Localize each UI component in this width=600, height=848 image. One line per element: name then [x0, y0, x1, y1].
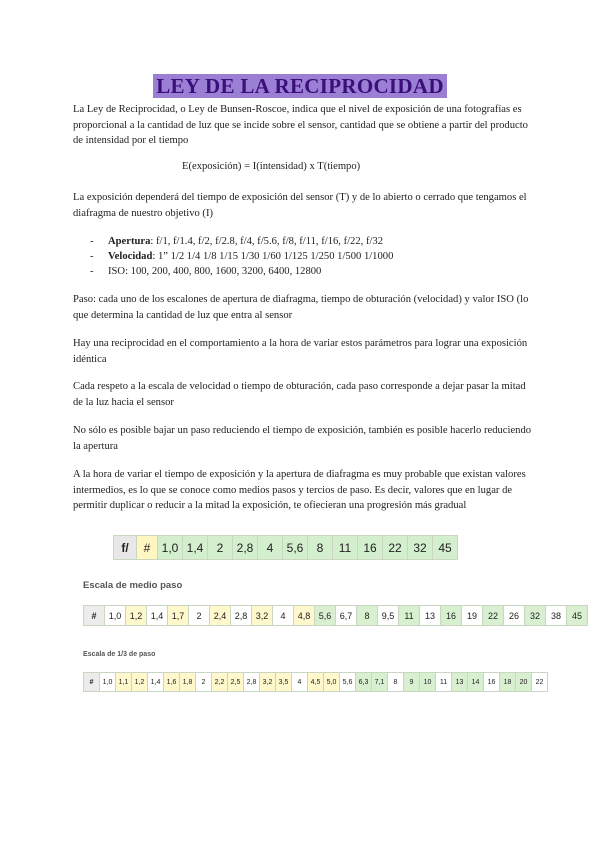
exposure-paragraph: La exposición dependerá del tiempo de exposición del sensor (T) y de lo abierto o cerrado que tengamos el diafragma de nuestro objetivo (I) [73, 192, 527, 219]
list-value: : f/1, f/1.4, f/2, f/2.8, f/4, f/5.6, f/8, f/11, f/16, f/22, f/32 [150, 236, 384, 247]
table-cell: 5,6 [315, 606, 336, 626]
table-cell: # [84, 673, 100, 692]
table-cell: 9,5 [378, 606, 399, 626]
table-cell: 11 [399, 606, 420, 626]
no-solo-paragraph: No sólo es posible bajar un paso reduciendo el tiempo de exposición, también es posible hacerlo reduciendo la apertura [73, 425, 532, 452]
list-value: : 1” 1/2 1/4 1/8 1/15 1/30 1/60 1/125 1/250 1/500 1/1000 [152, 251, 394, 262]
table-cell: 20 [516, 673, 532, 692]
list-label: Apertura [108, 236, 151, 247]
third-step-label: Escala de 1/3 de paso [83, 651, 156, 658]
table-cell: 2,4 [210, 606, 231, 626]
table-cell: 1,0 [105, 606, 126, 626]
table-cell: 2,8 [244, 673, 260, 692]
table-cell: 8 [308, 536, 333, 560]
list-item-iso [73, 264, 393, 279]
table-cell: 7,1 [372, 673, 388, 692]
table-cell: 4,5 [308, 673, 324, 692]
table-cell: 11 [436, 673, 452, 692]
table-cell: 5,6 [283, 536, 308, 560]
list-dash: - [90, 266, 94, 277]
list-dash: - [90, 251, 94, 262]
table-cell: 2,8 [231, 606, 252, 626]
full-stop-table [113, 535, 458, 560]
table-cell: 8 [388, 673, 404, 692]
table-cell: 10 [420, 673, 436, 692]
table-cell: 2,2 [212, 673, 228, 692]
table-cell: 5,6 [340, 673, 356, 692]
table-cell: 16 [441, 606, 462, 626]
table-cell: 1,1 [116, 673, 132, 692]
table-cell: 2 [189, 606, 210, 626]
table-cell: # [84, 606, 105, 626]
table-cell: 1,4 [148, 673, 164, 692]
table-cell: 32 [525, 606, 546, 626]
table-cell: 4 [258, 536, 283, 560]
table-cell: 14 [468, 673, 484, 692]
table-cell: 16 [358, 536, 383, 560]
table-cell: 1,6 [164, 673, 180, 692]
table-cell: 13 [420, 606, 441, 626]
title-wrapper [0, 74, 600, 98]
table-cell: 38 [546, 606, 567, 626]
table-cell: 2,5 [228, 673, 244, 692]
list-item-velocidad [73, 249, 393, 264]
table-cell: 22 [383, 536, 408, 560]
table-cell: 1,8 [180, 673, 196, 692]
list-value: ISO: 100, 200, 400, 800, 1600, 3200, 6400, 12800 [108, 266, 322, 277]
table-cell: 22 [483, 606, 504, 626]
table-cell: 1,7 [168, 606, 189, 626]
half-step-table [83, 605, 588, 626]
paso-paragraph: Paso: cada uno de los escalones de apertura de diafragma, tiempo de obturación (velocidad) y valor ISO (lo que determina la cantidad de luz que entra al sensor [73, 294, 529, 321]
table-cell: 1,0 [100, 673, 116, 692]
table-cell: 9 [404, 673, 420, 692]
table-cell: 6,7 [336, 606, 357, 626]
list-item-apertura [73, 234, 393, 249]
table-cell: 1,4 [183, 536, 208, 560]
table-cell: 1,2 [126, 606, 147, 626]
table-cell: 45 [567, 606, 588, 626]
table-cell: f/ [114, 536, 137, 560]
table-cell: 1,4 [147, 606, 168, 626]
table-cell: 4 [292, 673, 308, 692]
table-cell: 1,2 [132, 673, 148, 692]
list-label: Velocidad [108, 251, 153, 262]
intro-paragraph: La Ley de Reciprocidad, o Ley de Bunsen-Roscoe, indica que el nivel de exposición de una fotografías es proporcional a la cantidad de luz que se incide sobre el sensor, cantidad que se obtiene a partir del producto de intensidad por el tiempo [73, 104, 528, 146]
table-cell: 26 [504, 606, 525, 626]
table-cell: 6,3 [356, 673, 372, 692]
half-step-label: Escala de medio paso [83, 580, 183, 591]
table-cell: 1,0 [158, 536, 183, 560]
page-title: LEY DE LA RECIPROCIDAD [153, 74, 447, 98]
table-cell: 19 [462, 606, 483, 626]
third-step-table [83, 672, 548, 692]
formula: E(exposición) = I(intensidad) x T(tiempo) [182, 161, 361, 172]
list-dash: - [90, 236, 94, 247]
table-cell: 4,8 [294, 606, 315, 626]
table-cell: 3,5 [276, 673, 292, 692]
table-cell: 32 [408, 536, 433, 560]
parameter-list [73, 234, 393, 279]
cada-respeto-paragraph: Cada respeto a la escala de velocidad o tiempo de obturación, cada paso corresponde a dejar pasar la mitad de la luz hacia el sensor [73, 381, 526, 408]
table-cell: 18 [500, 673, 516, 692]
table-cell: 3,2 [260, 673, 276, 692]
table-cell: 4 [273, 606, 294, 626]
table-cell: 2 [208, 536, 233, 560]
intermedios-paragraph: A la hora de variar el tiempo de exposición y la apertura de diafragma es muy probable que existan valores intermedios, es lo que se conoce como medios pasos y tercios de paso. Es decir, valores que en lugar de permitir duplicar o reducir a la mitad la exposición, te ofiecieran una progresión más gradual [73, 469, 526, 511]
table-cell: 8 [357, 606, 378, 626]
reciprocidad-paragraph: Hay una reciprocidad en el comportamiento a la hora de variar estos parámetros para lograr una exposición idéntica [73, 338, 528, 365]
table-cell: 2 [196, 673, 212, 692]
table-cell: 2,8 [233, 536, 258, 560]
table-cell: 3,2 [252, 606, 273, 626]
table-cell: 11 [333, 536, 358, 560]
table-cell: 5,0 [324, 673, 340, 692]
table-cell: 22 [532, 673, 548, 692]
table-cell: 45 [433, 536, 458, 560]
table-cell: 13 [452, 673, 468, 692]
table-cell: # [137, 536, 158, 560]
table-cell: 16 [484, 673, 500, 692]
